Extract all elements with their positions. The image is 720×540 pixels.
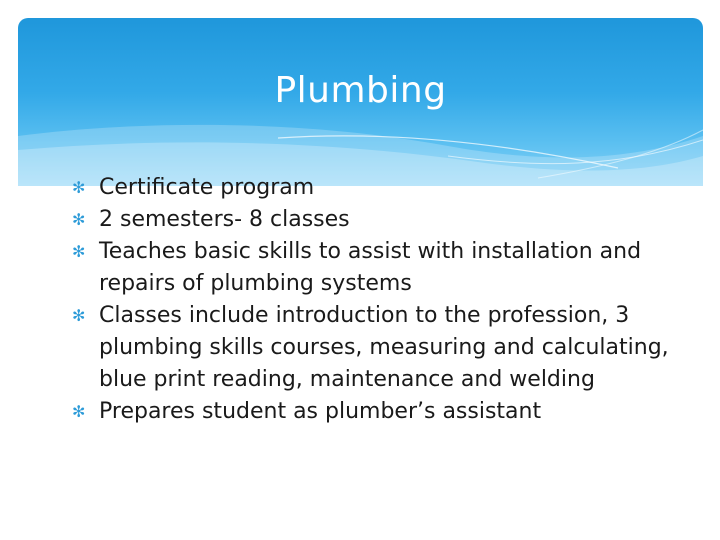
bullet-item: [72, 172, 682, 204]
bullet-item: [72, 204, 682, 236]
bullet-text: 2 semesters- 8 classes: [99, 207, 350, 232]
bullet-text: Certificate program: [99, 175, 315, 200]
asterisk-icon: ✻: [72, 178, 86, 197]
title-banner: [18, 18, 703, 186]
bullet-list: [72, 172, 682, 428]
asterisk-icon: ✻: [72, 306, 86, 325]
bullet-item: [72, 236, 682, 300]
asterisk-icon: ✻: [72, 242, 86, 261]
asterisk-icon: ✻: [72, 210, 86, 229]
asterisk-icon: ✻: [72, 402, 86, 421]
bullet-item: [72, 396, 682, 428]
bullet-text: Teaches basic skills to assist with installation and repairs of plumbing systems: [99, 239, 642, 296]
bullet-item: [72, 300, 682, 396]
bullet-text: Prepares student as plumber’s assistant: [99, 399, 542, 424]
slide-title: Plumbing: [274, 70, 447, 111]
bullet-text: Classes include introduction to the profession, 3 plumbing skills courses, measuring and calculating, blue print reading, maintenance and welding: [99, 303, 669, 392]
